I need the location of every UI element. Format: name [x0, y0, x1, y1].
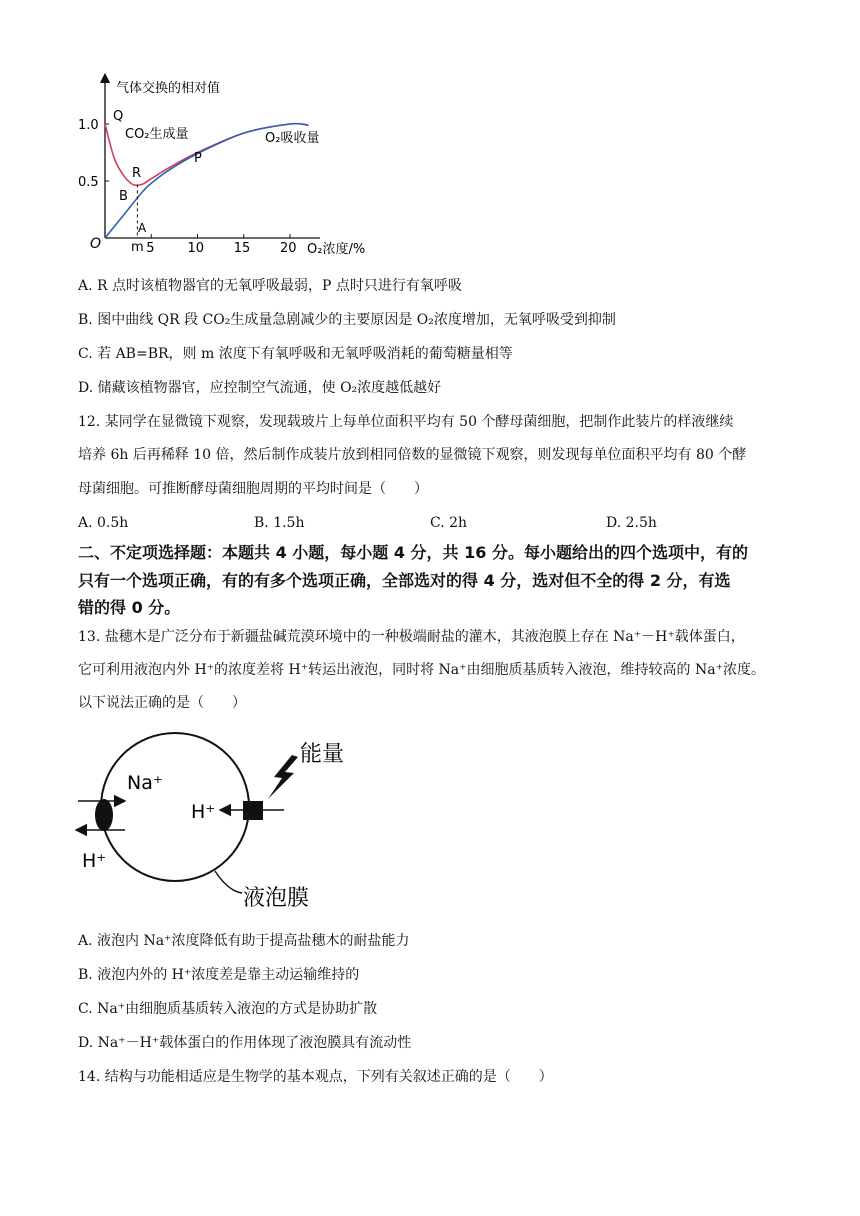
vacuole-membrane [101, 733, 249, 881]
q12-option-b[interactable]: B. 1.5h [254, 515, 305, 531]
q13-stem-line3: 以下说法正确的是（ ） [78, 695, 246, 711]
q13-option-a[interactable]: A. 液泡内 Na⁺浓度降低有助于提高盐穗木的耐盐能力 [78, 933, 410, 949]
x-tick-label: 5 [146, 241, 155, 256]
section2-heading-line2: 只有一个选项正确，有的有多个选项正确，全部选对的得 4 分，选对但不全的得 2 分，有选 [78, 571, 731, 590]
point-a-label: A [138, 221, 147, 235]
point-p-label: P [194, 151, 202, 166]
origin-label: O [90, 236, 102, 252]
h-in-label: H⁺ [191, 801, 216, 823]
x-tick-label: 15 [233, 241, 251, 256]
vacuole-membrane-diagram [70, 725, 370, 920]
na-h-antiporter [95, 799, 113, 831]
q14-stem-line1: 14. 结构与功能相适应是生物学的基本观点，下列有关叙述正确的是（ ） [78, 1069, 553, 1085]
h-out-label: H⁺ [82, 850, 107, 872]
membrane-label: 液泡膜 [243, 886, 310, 911]
q11-option-a[interactable]: A. R 点时该植物器官的无氧呼吸最弱，P 点时只进行有氧呼吸 [78, 278, 462, 294]
section2-heading-line1: 二、不定项选择题：本题共 4 小题，每小题 4 分，共 16 分。每小题给出的四个选项中，有的 [78, 543, 748, 562]
q12-stem-line2: 培养 6h 后再稀释 10 倍，然后制作成装片放到相同倍数的显微镜下观察，则发现每单位面积平均有 80 个酵 [78, 447, 747, 463]
q12-option-d[interactable]: D. 2.5h [606, 515, 657, 531]
point-r-label: R [132, 166, 142, 181]
x-tick-label: 20 [280, 241, 297, 256]
y-tick-label: 0.5 [78, 175, 99, 190]
y-axis-label: 气体交换的相对值 [116, 81, 221, 96]
q13-stem-line1: 13. 盐穗木是广泛分布于新疆盐碱荒漠环境中的一种极端耐盐的灌木，其液泡膜上存在 Na⁺－H⁺载体蛋白， [78, 629, 745, 645]
q11-option-c[interactable]: C. 若 AB=BR，则 m 浓度下有氧呼吸和无氧呼吸消耗的葡萄糖量相等 [78, 346, 513, 362]
q13-option-b[interactable]: B. 液泡内外的 H⁺浓度差是靠主动运输维持的 [78, 967, 360, 983]
na-label: Na⁺ [127, 772, 163, 794]
q12-stem-line1: 12. 某同学在显微镜下观察，发现载玻片上每单位面积平均有 50 个酵母菌细胞，把制作此装片的样液继续 [78, 414, 734, 430]
energy-lightning-icon [268, 755, 298, 799]
membrane-pointer-line [215, 871, 242, 893]
q13-option-d[interactable]: D. Na⁺－H⁺载体蛋白的作用体现了液泡膜具有流动性 [78, 1035, 412, 1051]
q11-option-d[interactable]: D. 储藏该植物器官，应控制空气流通，使 O₂浓度越低越好 [78, 380, 442, 396]
q12-option-a[interactable]: A. 0.5h [78, 515, 129, 531]
x-tick-label: 10 [187, 241, 205, 256]
q13-option-c[interactable]: C. Na⁺由细胞质基质转入液泡的方式是协助扩散 [78, 1001, 378, 1017]
respiration-chart [70, 70, 370, 260]
x-axis-label: O₂浓度/% [307, 242, 366, 257]
energy-label: 能量 [300, 742, 345, 767]
x-m-label: m [131, 240, 144, 255]
point-b-label: B [119, 189, 128, 204]
q12-option-c[interactable]: C. 2h [430, 515, 468, 531]
y-tick-label: 1.0 [78, 118, 99, 133]
co2-series-label: CO₂生成量 [125, 127, 189, 142]
point-q-label: Q [113, 109, 124, 124]
section2-heading-line3: 错的得 0 分。 [78, 598, 181, 617]
q13-stem-line2: 它可利用液泡内外 H⁺的浓度差将 H⁺转运出液泡，同时将 Na⁺由细胞质基质转入液泡，维持较高的 Na⁺浓度。 [78, 662, 765, 678]
o2-series-label: O₂吸收量 [265, 131, 320, 146]
q12-stem-line3: 母菌细胞。可推断酵母菌细胞周期的平均时间是（ ） [78, 481, 428, 497]
q11-option-b[interactable]: B. 图中曲线 QR 段 CO₂生成量急剧减少的主要原因是 O₂浓度增加，无氧呼吸受到抑制 [78, 312, 616, 328]
